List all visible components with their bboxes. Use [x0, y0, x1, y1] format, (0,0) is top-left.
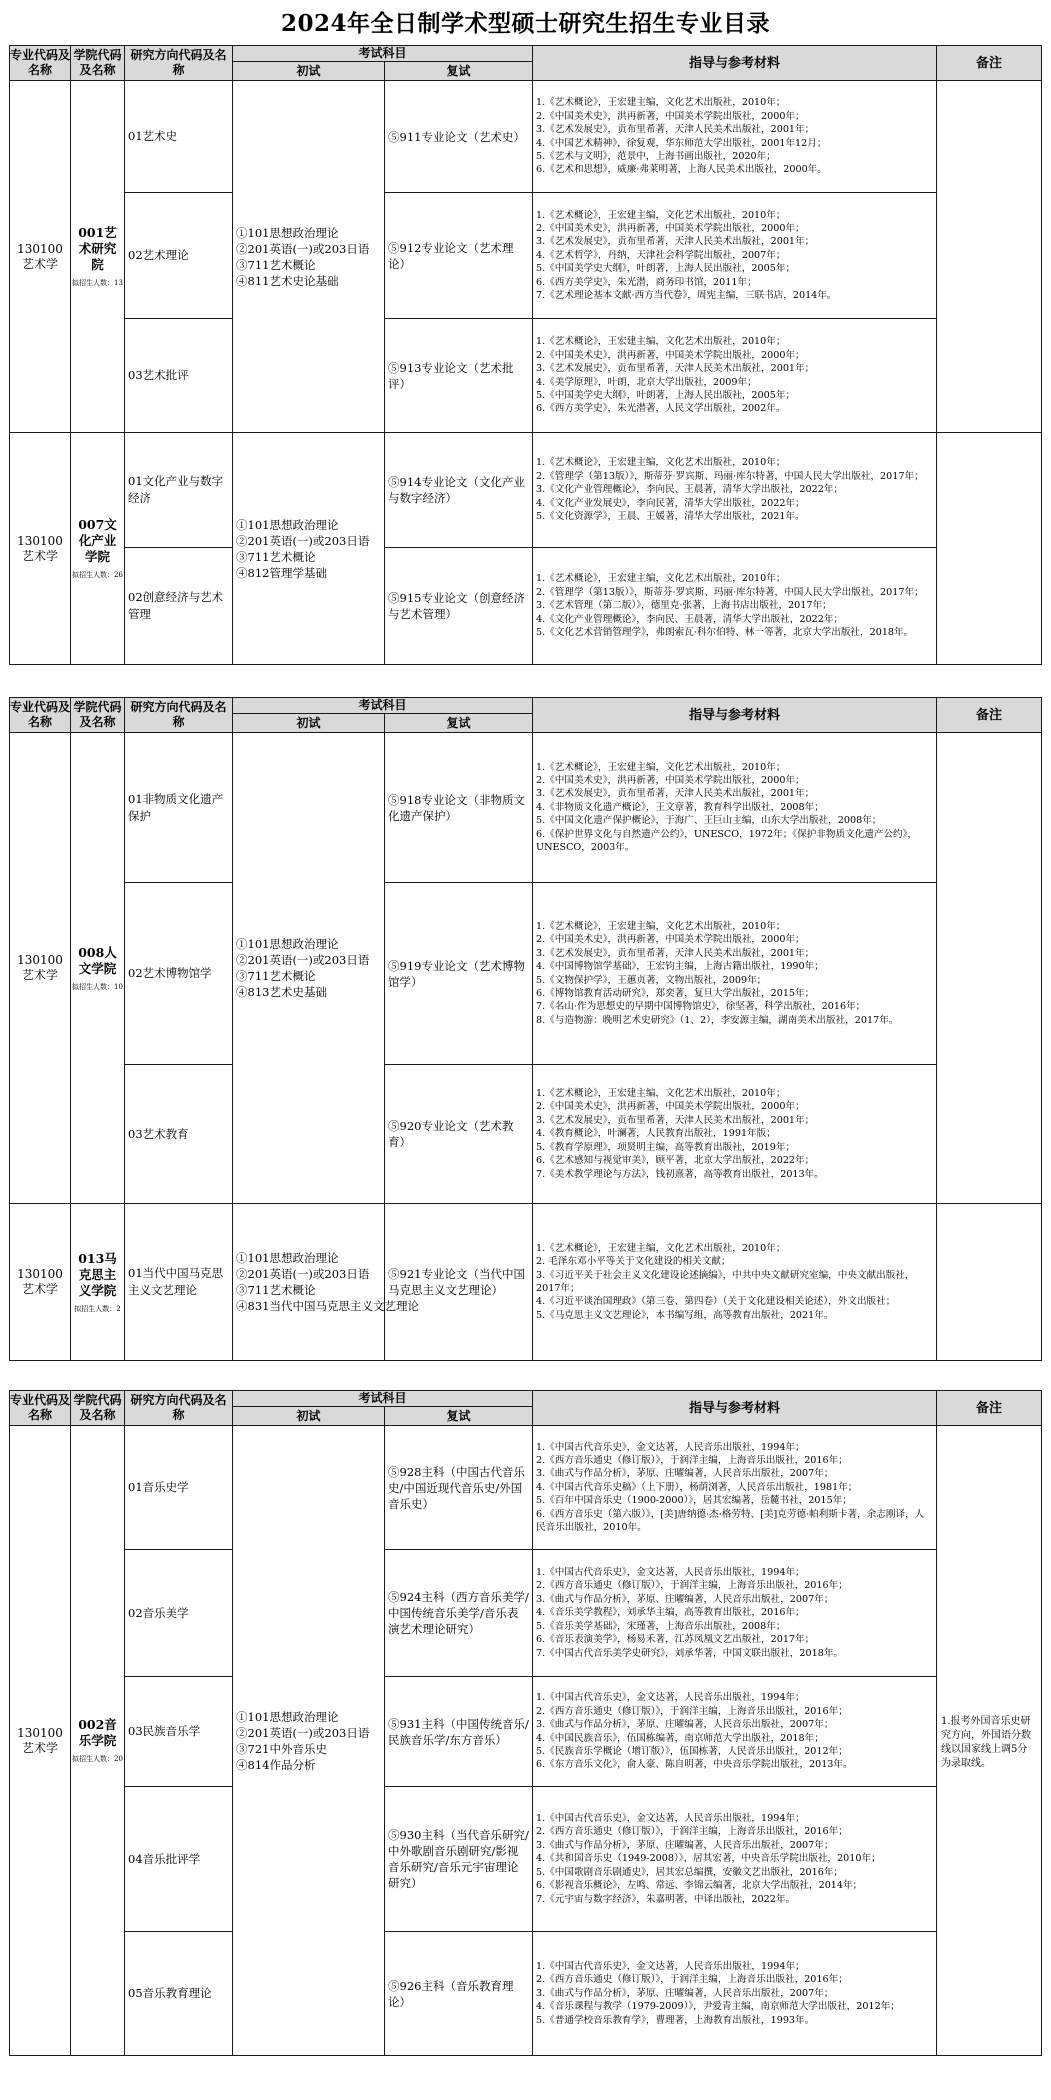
direction-cell: 01艺术史	[125, 81, 233, 193]
header-exam: 考试科目	[233, 1391, 533, 1407]
reference-item: 2.《中国美术史》，洪再新著，中国美术学院出版社，2000年；	[536, 1101, 805, 1113]
reference-item: 5.《教育学原理》，项贤明主编，高等教育出版社，2019年；	[536, 1141, 796, 1153]
references-cell	[533, 319, 937, 433]
reference-item: 4.《文化产业发展史》，李向民著，清华大学出版社，2022年；	[536, 497, 805, 509]
reference-item: 5.《普通学校音乐教育学》，曹理著，上海教育出版社，1993年。	[536, 2014, 815, 2026]
header-major: 专业代码及名称	[10, 46, 71, 81]
initial-subject: ③721中外音乐史	[236, 1741, 327, 1756]
major-line: 130100	[17, 953, 63, 967]
direction-cell: 01音乐史学	[125, 1426, 233, 1550]
table-row	[10, 1677, 1042, 1787]
enroll-count: 拟招生人数：26	[72, 571, 123, 579]
direction-cell: 02艺术理论	[125, 193, 233, 319]
reference-item: 2.《西方音乐通史（修订版）》，于润洋主编，上海音乐出版社，2016年；	[536, 1705, 848, 1717]
initial-subject: ①101思想政治理论	[236, 937, 339, 951]
initial-subject: ③711艺术概论	[236, 1283, 316, 1297]
table-row	[10, 433, 1042, 548]
notes-cell	[937, 433, 1042, 665]
retest-subject-cell: ⑤912专业论文（艺术理论）	[385, 193, 533, 319]
retest-subject-cell: ⑤915专业论文（创意经济与艺术管理）	[385, 548, 533, 665]
references-cell	[533, 1204, 937, 1361]
reference-item: 3.《文化产业管理概论》，李向民、王晨著，清华大学出版社，2022年；	[536, 484, 844, 496]
reference-item: 2.《中国美术史》，洪再新著，中国美术学院出版社，2000年；	[536, 110, 805, 122]
retest-subject-cell: ⑤928主科（中国古代音乐史/中国近现代音乐史/外国音乐史）	[385, 1426, 533, 1550]
initial-subjects-cell	[233, 433, 385, 665]
enroll-count: 拟招生人数：10	[72, 982, 123, 991]
header-exam: 考试科目	[233, 698, 533, 714]
initial-subjects-cell	[233, 733, 385, 1204]
references-cell	[533, 1677, 937, 1787]
reference-item: 4.《中国古代音乐史稿》（上下册），杨荫浏著，人民音乐出版社，1981年；	[536, 1481, 858, 1493]
retest-subject-cell: ⑤913专业论文（艺术批评）	[385, 319, 533, 433]
major-line: 130100	[17, 533, 63, 548]
reference-item: 1.《艺术概论》，王宏建主编，文化艺术出版社，2010年；	[536, 920, 786, 932]
notes-cell: 1.报考外国音乐史研究方向，外国语分数线以国家线上调5分为录取线。	[937, 1426, 1042, 2056]
reference-item: 4.《中国艺术精神》，徐复观，华东师范大学出版社，2001年12月；	[536, 137, 827, 149]
header-notes: 备注	[937, 1391, 1042, 1426]
header-refs: 指导与参考材料	[533, 698, 937, 733]
header-school: 学院代码及名称	[71, 1391, 125, 1426]
reference-item: 4.《美学原理》，叶朗，北京大学出版社，2009年；	[536, 376, 757, 388]
reference-item: 5.《百年中国音乐史（1900-2000）》，居其宏编著，岳麓书社，2015年；	[536, 1495, 852, 1507]
header-row	[10, 46, 1042, 62]
table-row	[10, 1787, 1042, 1932]
reference-item: 3.《艺术发展史》，贡布里希著，天津人民美术出版社，2001年；	[536, 947, 815, 959]
header-row	[10, 1391, 1042, 1407]
enroll-count: 拟招生人数：2	[74, 1304, 121, 1313]
reference-item: 2.《西方音乐通史（修订版）》，于润洋主编，上海音乐出版社，2016年；	[536, 1454, 848, 1466]
reference-item: 7.《中国古代音乐美学史研究》，刘承华著，中国文联出版社，2018年。	[536, 1647, 844, 1659]
references-cell	[533, 193, 937, 319]
header-notes: 备注	[937, 46, 1042, 81]
reference-item: 1.《艺术概论》，王宏建主编，文化艺术出版社，2010年；	[536, 209, 786, 221]
reference-item: 5.《中国美学史大纲》，叶朗著，上海人民出版社，2005年；	[536, 389, 796, 401]
initial-subject: ①101思想政治理论	[236, 517, 339, 532]
reference-item: 4.《教育概论》，叶澜著，人民教育出版社，1991年版；	[536, 1128, 776, 1140]
reference-item: 5.《中国美学史大纲》，叶朗著，上海人民出版社，2005年；	[536, 263, 796, 275]
header-direction: 研究方向代码及名称	[125, 46, 233, 81]
header-direction: 研究方向代码及名称	[125, 1391, 233, 1426]
initial-subject: ②201英语(一)或203日语	[236, 1267, 370, 1281]
reference-item: 1.《艺术概论》，王宏建主编，文化艺术出版社，2010年；	[536, 573, 786, 585]
direction-cell: 05音乐教育理论	[125, 1932, 233, 2056]
reference-item: 7.《艺术理论基本文献·西方当代卷》，周宪主编，三联书店，2014年。	[536, 290, 837, 302]
header-initial: 初试	[233, 1407, 385, 1426]
major-cell	[10, 81, 71, 433]
table-body	[10, 1426, 1042, 2056]
reference-item: 3.《曲式与作品分析》，茅原、庄曜编著，人民音乐出版社，2007年；	[536, 1593, 834, 1605]
table-row	[10, 1550, 1042, 1677]
retest-subject-cell: ⑤911专业论文（艺术史）	[385, 81, 533, 193]
references-cell	[533, 1426, 937, 1550]
reference-item: 5.《马克思主义文艺理论》，本书编写组，高等教育出版社，2021年。	[536, 1309, 834, 1321]
initial-subject: ③711艺术概论	[236, 257, 316, 272]
reference-item: 5.《文化资源学》，王晨、王媛著，清华大学出版社，2021年。	[536, 511, 805, 523]
header-major: 专业代码及名称	[10, 1391, 71, 1426]
reference-item: 4.《中国民族音乐》，伍国栋编著，南京师范大学出版社，2018年；	[536, 1732, 824, 1744]
header-refs: 指导与参考材料	[533, 46, 937, 81]
reference-item: 1.《艺术概论》，王宏建主编，文化艺术出版社，2010年；	[536, 457, 786, 469]
reference-item: 2.《西方音乐通史（修订版）》，于润洋主编，上海音乐出版社，2016年；	[536, 1580, 848, 1592]
school-cell	[71, 1426, 125, 2056]
school-cell	[71, 433, 125, 665]
school-name: 001艺术研究院	[78, 225, 117, 272]
table-header	[10, 698, 1042, 733]
reference-item: 4.《文化产业管理概论》，李向民、王晨著，清华大学出版社，2022年；	[536, 613, 844, 625]
reference-item: 6.《西方音乐史（第六版）》，[美]唐纳德·杰·格劳特、[美]克劳德·帕利斯卡著，余志刚译，人民音乐出版社，2010年。	[536, 1508, 925, 1534]
reference-item: 1.《中国古代音乐史》，金文达著，人民音乐出版社，1994年；	[536, 1692, 805, 1704]
table-body	[10, 733, 1042, 1361]
school-cell	[71, 1204, 125, 1361]
header-major: 专业代码及名称	[10, 698, 71, 733]
reference-item: 1.《艺术概论》，王宏建主编，文化艺术出版社，2010年；	[536, 761, 786, 773]
reference-item: 6.《保护世界文化与自然遗产公约》，UNESCO，1972年；《保护非物质文化遗产公约》，UNESCO，2003年。	[536, 828, 918, 854]
table-row	[10, 883, 1042, 1065]
references-cell	[533, 548, 937, 665]
reference-item: 3.《习近平关于社会主义文化建设论述摘编》，中共中央文献研究室编，中央文献出版社，2017年；	[536, 1269, 915, 1294]
major-cell	[10, 733, 71, 1204]
reference-item: 3.《艺术管理（第二版）》，德里克·张著，上海书店出版社，2017年；	[536, 600, 832, 612]
initial-subject: ③711艺术概论	[236, 969, 316, 983]
initial-subject: ②201英语(一)或203日语	[236, 1725, 370, 1740]
retest-subject-cell: ⑤931主科（中国传统音乐/民族音乐学/东方音乐）	[385, 1677, 533, 1787]
reference-item: 1.《中国古代音乐史》，金文达著，人民音乐出版社，1994年；	[536, 1813, 805, 1825]
initial-subject: ①101思想政治理论	[236, 225, 339, 240]
header-row	[10, 698, 1042, 714]
reference-item: 3.《曲式与作品分析》，茅原、庄曜编著，人民音乐出版社，2007年；	[536, 1987, 834, 1999]
header-exam: 考试科目	[233, 46, 533, 62]
reference-item: 3.《曲式与作品分析》，茅原、庄曜编著，人民音乐出版社，2007年；	[536, 1468, 834, 1480]
direction-cell: 04音乐批评学	[125, 1787, 233, 1932]
reference-item: 4.《习近平谈治国理政》（第三卷、第四卷）（关于文化建设相关论述），外文出版社；	[536, 1296, 896, 1308]
header-retest: 复试	[385, 62, 533, 81]
reference-item: 5.《中国文化遗产保护概论》，于海广、王巨山主编，山东大学出版社，2008年；	[536, 815, 882, 827]
initial-subject: ②201英语(一)或203日语	[236, 241, 370, 256]
major-line: 130100	[17, 1725, 63, 1740]
reference-item: 4.《共和国音乐史（1949-2008）》，居其宏著，中央音乐学院出版社，2010年；	[536, 1853, 881, 1865]
reference-item: 7.《美术教学理论与方法》，钱初熹著，高等教育出版社，2013年。	[536, 1168, 824, 1180]
reference-item: 7.《名山·作为思想史的早期中国博物馆史》，徐坚著，科学出版社，2016年；	[536, 1001, 866, 1013]
initial-subject: ④812管理学基础	[236, 565, 327, 580]
initial-subject: ④831当代中国马克思主义文艺理论	[236, 1299, 419, 1313]
table-row	[10, 1932, 1042, 2056]
header-initial: 初试	[233, 62, 385, 81]
header-retest: 复试	[385, 714, 533, 733]
reference-item: 2. 毛泽东邓小平等关于文化建设的相关文献；	[536, 1256, 731, 1268]
reference-item: 1.《中国古代音乐史》，金文达著，人民音乐出版社，1994年；	[536, 1567, 805, 1579]
reference-item: 3.《曲式与作品分析》，茅原、庄曜编著，人民音乐出版社，2007年；	[536, 1839, 834, 1851]
notes-cell	[937, 81, 1042, 433]
direction-cell: 01当代中国马克思主义文艺理论	[125, 1204, 233, 1361]
direction-cell: 01文化产业与数字经济	[125, 433, 233, 548]
reference-item: 1.《艺术概论》，王宏建主编，文化艺术出版社，2010年；	[536, 1242, 786, 1254]
major-line: 艺术学	[21, 548, 58, 563]
reference-item: 5.《民族音乐学概论（增订版）》，伍国栋著，人民音乐出版社，2012年；	[536, 1745, 848, 1757]
reference-item: 5.《音乐美学基础》，宋瑾著，上海音乐出版社，2008年；	[536, 1620, 786, 1632]
direction-cell: 03民族音乐学	[125, 1677, 233, 1787]
references-cell	[533, 433, 937, 548]
reference-item: 2.《西方音乐通史（修订版）》，于润洋主编，上海音乐出版社，2016年；	[536, 1826, 848, 1838]
initial-subjects-cell	[233, 81, 385, 433]
reference-item: 3.《艺术发展史》，贡布里希著，天津人民美术出版社，2001年；	[536, 236, 815, 248]
initial-subject: ④814作品分析	[236, 1757, 316, 1772]
header-notes: 备注	[937, 698, 1042, 733]
reference-item: 6.《西方美学史》，朱光潜著，人民文学出版社，2002年。	[536, 403, 786, 415]
references-cell	[533, 1065, 937, 1204]
major-cell	[10, 433, 71, 665]
reference-item: 5.《文物保护学》，王蕙贞著，文物出版社，2009年；	[536, 974, 767, 986]
major-cell	[10, 1204, 71, 1361]
header-refs: 指导与参考材料	[533, 1391, 937, 1426]
direction-cell: 03艺术教育	[125, 1065, 233, 1204]
reference-item: 6.《艺术和思想》，威廉·弗莱明著，上海人民美术出版社，2000年。	[536, 164, 827, 176]
header-retest: 复试	[385, 1407, 533, 1426]
retest-subject-cell: ⑤930主科（当代音乐研究/中外歌剧音乐剧研究/影视音乐研究/音乐元宇宙理论研究）	[385, 1787, 533, 1932]
reference-item: 3.《艺术发展史》，贡布里希著，天津人民美术出版社，2001年；	[536, 363, 815, 375]
reference-item: 3.《艺术发展史》，贡布里希著，天津人民美术出版社，2001年；	[536, 788, 815, 800]
reference-item: 6.《艺术感知与视觉审美》，顾平著，北京大学出版社，2022年；	[536, 1155, 815, 1167]
table-body	[10, 81, 1042, 665]
reference-item: 1.《艺术概论》，王宏建主编，文化艺术出版社，2010年；	[536, 336, 786, 348]
school-name: 002音乐学院	[78, 1717, 117, 1748]
reference-item: 5.《艺术与文明》，范景中，上海书画出版社，2020年；	[536, 150, 776, 162]
initial-subjects-cell	[233, 1204, 419, 1361]
catalog-table	[9, 45, 1042, 665]
reference-item: 4.《艺术哲学》，丹纳，天津社会科学院出版社，2007年；	[536, 249, 786, 261]
direction-cell: 02创意经济与艺术管理	[125, 548, 233, 665]
reference-item: 6.《西方美学史》，朱光潜，商务印书馆，2011年；	[536, 276, 757, 288]
major-line: 艺术学	[21, 1740, 58, 1755]
initial-subjects-cell	[233, 1426, 385, 2056]
reference-item: 2.《西方音乐通史（修订版）》，于润洋主编，上海音乐出版社，2016年；	[536, 1974, 848, 1986]
header-school: 学院代码及名称	[71, 698, 125, 733]
header-initial: 初试	[233, 714, 385, 733]
catalog-table	[9, 697, 1042, 1361]
table-header	[10, 46, 1042, 81]
reference-item: 2.《中国美术史》，洪再新著，中国美术学院出版社，2000年；	[536, 222, 805, 234]
header-school: 学院代码及名称	[71, 46, 125, 81]
reference-item: 4.《非物质文化遗产概论》，王文章著，教育科学出版社，2008年；	[536, 801, 824, 813]
reference-item: 3.《艺术发展史》，贡布里希著，天津人民美术出版社，2001年；	[536, 124, 815, 136]
major-line: 艺术学	[21, 968, 58, 982]
table-row	[10, 733, 1042, 883]
enroll-count: 拟招生人数：13	[72, 279, 123, 287]
school-cell	[71, 81, 125, 433]
initial-subject: ①101思想政治理论	[236, 1251, 339, 1265]
reference-item: 2.《管理学（第13版）》，斯蒂芬·罗宾斯、玛丽·库尔特著，中国人民大学出版社，2017年；	[536, 470, 924, 482]
retest-subject-cell: ⑤921专业论文（当代中国马克思主义文艺理论）	[385, 1204, 533, 1361]
reference-item: 2.《中国美术史》，洪再新著，中国美术学院出版社，2000年；	[536, 774, 805, 786]
reference-item: 4.《音乐美学教程》，刘承华主编，高等教育出版社，2016年；	[536, 1607, 805, 1619]
reference-item: 6.《音乐表演美学》，杨易禾著，江苏凤凰文艺出版社，2017年；	[536, 1634, 815, 1646]
school-name: 013马克思主义学院	[78, 1250, 117, 1298]
direction-cell: 03艺术批评	[125, 319, 233, 433]
retest-subject-cell: ⑤914专业论文（文化产业与数字经济）	[385, 433, 533, 548]
reference-item: 1.《艺术概论》，王宏建主编，文化艺术出版社，2010年；	[536, 1088, 786, 1100]
table-row	[10, 81, 1042, 193]
notes-cell	[937, 1204, 1042, 1361]
reference-item: 1.《中国古代音乐史》，金文达著，人民音乐出版社，1994年；	[536, 1441, 805, 1453]
references-cell	[533, 1932, 937, 2056]
reference-item: 8.《与造物游：晚明艺术史研究》（1、2），李安源主编，湖南美术出版社，2017年。	[536, 1014, 899, 1026]
table-row	[10, 548, 1042, 665]
references-cell	[533, 81, 937, 193]
references-cell	[533, 1787, 937, 1932]
initial-subject: ①101思想政治理论	[236, 1709, 339, 1724]
school-name: 008人文学院	[78, 944, 117, 976]
reference-item: 4.《中国博物馆学基础》，王宏钧主编，上海古籍出版社，1990年；	[536, 961, 824, 973]
major-line: 130100	[17, 1267, 63, 1281]
initial-subject: ②201英语(一)或203日语	[236, 953, 370, 967]
retest-subject-cell: ⑤918专业论文（非物质文化遗产保护）	[385, 733, 533, 883]
direction-cell: 02艺术博物馆学	[125, 883, 233, 1065]
table-header	[10, 1391, 1042, 1426]
table-row	[10, 193, 1042, 319]
retest-subject-cell: ⑤924主科（西方音乐美学/中国传统音乐美学/音乐表演艺术理论研究）	[385, 1550, 533, 1677]
school-cell	[71, 733, 125, 1204]
reference-item: 5.《文化艺术营销管理学》，弗朗索瓦·科尔伯特、林一等著，北京大学出版社，2018年。	[536, 627, 914, 639]
enroll-count: 拟招生人数：20	[72, 1755, 123, 1763]
retest-subject-cell: ⑤926主科（音乐教育理论）	[385, 1932, 533, 2056]
reference-item: 3.《曲式与作品分析》，茅原、庄曜编著，人民音乐出版社，2007年；	[536, 1719, 834, 1731]
major-cell	[10, 1426, 71, 2056]
reference-item: 7.《元宇宙与数字经济》，朱嘉明著，中译出版社，2022年。	[536, 1893, 796, 1905]
major-line: 艺术学	[21, 1282, 58, 1296]
references-cell	[533, 733, 937, 883]
reference-item: 2.《中国美术史》，洪再新著，中国美术学院出版社，2000年；	[536, 934, 805, 946]
direction-cell: 02音乐美学	[125, 1550, 233, 1677]
direction-cell: 01非物质文化遗产保护	[125, 733, 233, 883]
table-row	[10, 1426, 1042, 1550]
references-cell	[533, 1550, 937, 1677]
initial-subject: ④813艺术史基础	[236, 985, 327, 999]
initial-subject: ④811艺术史论基础	[236, 273, 339, 288]
reference-item: 3.《艺术发展史》，贡布里希著，天津人民美术出版社，2001年；	[536, 1114, 815, 1126]
reference-item: 6.《影视音乐概论》，左鸣、常远、李锦云编著，北京大学出版社，2014年；	[536, 1880, 863, 1892]
table-row	[10, 319, 1042, 433]
catalog-table	[9, 1390, 1042, 2056]
table-row	[10, 1204, 1042, 1361]
page-title: 2024年全日制学术型硕士研究生招生专业目录	[280, 10, 770, 37]
reference-item: 1.《中国古代音乐史》，金文达著，人民音乐出版社，1994年；	[536, 1960, 805, 1972]
header-direction: 研究方向代码及名称	[125, 698, 233, 733]
major-line: 艺术学	[21, 256, 58, 271]
reference-item: 2.《中国美术史》，洪再新著，中国美术学院出版社，2000年；	[536, 349, 805, 361]
reference-item: 4.《音乐课程与教学（1979-2009）》，尹爱青主编，南京师范大学出版社，2012年；	[536, 2001, 900, 2013]
table-row	[10, 1065, 1042, 1204]
school-name: 007文化产业学院	[78, 517, 117, 564]
reference-item: 1.《艺术概论》，王宏建主编，文化艺术出版社，2010年；	[536, 97, 786, 109]
retest-subject-cell: ⑤919专业论文（艺术博物馆学）	[385, 883, 533, 1065]
reference-item: 2.《管理学（第13版）》，斯蒂芬·罗宾斯、玛丽·库尔特著，中国人民大学出版社，2017年；	[536, 586, 924, 598]
initial-subject: ③711艺术概论	[236, 549, 316, 564]
reference-item: 6.《东方音乐文化》，俞人豪、陈自明著，中央音乐学院出版社，2013年。	[536, 1759, 853, 1771]
reference-item: 6.《博物馆教育活动研究》，郑奕著，复旦大学出版社，2015年；	[536, 987, 815, 999]
initial-subject: ②201英语(一)或203日语	[236, 533, 370, 548]
reference-item: 5.《中国歌剧音乐剧通史》，居其宏总编撰，安徽文艺出版社，2016年；	[536, 1866, 844, 1878]
major-line: 130100	[17, 241, 63, 256]
references-cell	[533, 883, 937, 1065]
retest-subject-cell: ⑤920专业论文（艺术教育）	[385, 1065, 533, 1204]
notes-cell	[937, 733, 1042, 1204]
